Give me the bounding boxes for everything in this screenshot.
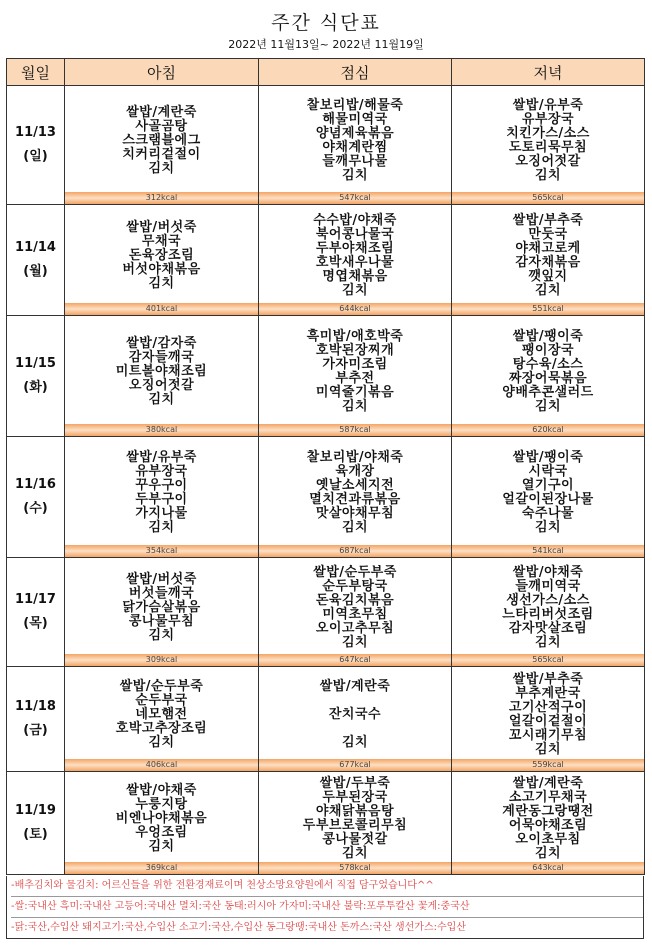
menu-item: 찰보리밥/해물죽 (306, 98, 404, 113)
menu-item: 감자들깨국 (128, 350, 195, 365)
kcal-bar: 406kcal (65, 759, 258, 771)
header-breakfast: 아침 (65, 59, 259, 86)
menu-item: 쌀밥/순두부죽 (119, 679, 204, 694)
menu-item: 치커리겉절이 (122, 147, 201, 162)
kcal-bar: 309kcal (65, 654, 258, 666)
menu-item: 김치 (341, 520, 369, 535)
menu-item: 가자미조림 (322, 357, 388, 372)
menu-item: 만둣국 (528, 227, 568, 242)
menu-item: 어묵야채조림 (508, 818, 588, 833)
kcal-bar: 369kcal (65, 862, 258, 874)
lunch-cell (259, 205, 452, 316)
menu-item: 쌀밥/계란죽 (126, 105, 197, 120)
kcal-bar: 312kcal (65, 192, 258, 204)
menu-item: 명엽채볶음 (322, 269, 388, 284)
day-of-week: (금) (23, 723, 48, 738)
day-row (7, 316, 645, 437)
day-label (7, 437, 65, 558)
menu-item: 오이초무침 (515, 832, 581, 847)
day-date: 11/19 (15, 803, 56, 818)
menu-item: 김치 (148, 735, 175, 750)
menu-item: 김치 (534, 399, 562, 414)
menu-item: 쌀밥/팽이죽 (512, 450, 584, 465)
menu-item: 멸치견과류볶음 (309, 492, 401, 507)
day-of-week: (일) (23, 149, 48, 164)
menu-item: 호박된장찌개 (315, 343, 395, 358)
menu-item: 김치 (341, 283, 369, 298)
breakfast-cell (65, 316, 259, 437)
menu-item: 감자맛살조림 (508, 621, 588, 636)
day-of-week: (목) (23, 616, 48, 631)
menu-item: 치킨가스/소스 (506, 126, 590, 141)
menu-item: 계란동그랑땡전 (502, 804, 594, 819)
page-title: 주간 식단표 (271, 12, 381, 34)
day-of-week: (수) (23, 501, 48, 516)
lunch-cell (259, 772, 452, 875)
menu-item: 김치 (148, 392, 175, 407)
kcal-bar: 559kcal (452, 759, 644, 771)
menu-item: 부추계란국 (515, 686, 581, 701)
kcal-bar: 354kcal (65, 545, 258, 557)
dinner-cell (452, 205, 645, 316)
kcal-bar: 565kcal (452, 654, 644, 666)
menu-item: 쌀밥/유부죽 (512, 98, 584, 113)
menu-item: 소고기무채국 (508, 790, 588, 805)
menu-item: 얼갈이된장나물 (502, 492, 594, 507)
kcal-bar: 647kcal (259, 654, 451, 666)
lunch-cell (259, 558, 452, 667)
menu-item: 김치 (341, 399, 369, 414)
menu-item: 야채계란찜 (322, 140, 388, 155)
menu-item: 오징어젓갈 (128, 378, 195, 393)
menu-item: 느타리버섯조림 (502, 607, 594, 622)
menu-item: 팽이장국 (521, 343, 575, 358)
breakfast-cell (65, 667, 259, 772)
menu-item: 들깨미역국 (515, 579, 581, 594)
menu-item: 사골곰탕 (135, 119, 188, 134)
menu-item: 쌀밥/야채죽 (512, 565, 584, 580)
menu-item: 야채고로케 (515, 241, 581, 256)
kcal-bar: 620kcal (452, 424, 644, 436)
day-of-week: (토) (23, 827, 48, 842)
menu-item: 우엉조림 (135, 825, 188, 840)
note-line: -닭:국산,수입산 돼지고기:국산,수입산 소고기:국산,수입산 동그랑땡:국내산 돈까스:국산 생선가스:수입산 (11, 917, 643, 938)
menu-item: 쌀밥/팽이죽 (512, 329, 584, 344)
menu-item: 누룽지탕 (135, 797, 188, 812)
day-row (7, 86, 645, 205)
kcal-bar: 687kcal (259, 545, 451, 557)
header-row (7, 59, 645, 86)
breakfast-cell (65, 772, 259, 875)
menu-item: 찰보리밥/야채죽 (306, 450, 404, 465)
menu-item: 탕수육/소스 (512, 357, 584, 372)
menu-item: 시락국 (528, 464, 568, 479)
header-lunch: 점심 (259, 59, 452, 86)
menu-item: 두부구이 (135, 492, 188, 507)
menu-item: 김치 (341, 846, 369, 861)
menu-item: 북어콩나물국 (315, 227, 395, 242)
kcal-bar: 551kcal (452, 303, 644, 315)
menu-item: 옛날소세지전 (315, 478, 395, 493)
menu-item: 김치 (148, 161, 175, 176)
menu-item: 얼갈이겉절이 (508, 714, 588, 729)
note-line: -배추김치와 물김치: 어르신들을 위한 전환경재료이며 천상소망요양원에서 직접 담구었습니다^^ (11, 880, 434, 891)
day-date: 11/16 (15, 477, 56, 492)
kcal-bar: 587kcal (259, 424, 451, 436)
day-of-week: (월) (23, 264, 48, 279)
menu-item: 두부된장국 (322, 790, 388, 805)
menu-item: 호박고추장조림 (115, 721, 208, 736)
menu-item: 김치 (341, 168, 369, 183)
menu-item: 쌀밥/두부죽 (319, 776, 391, 791)
kcal-bar: 547kcal (259, 192, 451, 204)
menu-item: 유부장국 (521, 112, 575, 127)
menu-item: 야채닭볶음탕 (315, 804, 395, 819)
menu-item: 꼬시래기무침 (508, 728, 588, 743)
menu-item: 양배추콘샐러드 (502, 385, 594, 400)
menu-item: 비엔나야채볶음 (115, 811, 208, 826)
dinner-cell (452, 667, 645, 772)
kcal-bar: 565kcal (452, 192, 644, 204)
day-date: 11/18 (15, 699, 56, 714)
breakfast-cell (65, 558, 259, 667)
day-date: 11/13 (15, 125, 56, 140)
menu-item: 돈육김치볶음 (315, 593, 395, 608)
day-date: 11/14 (15, 240, 56, 255)
menu-item (352, 722, 357, 736)
day-row (7, 205, 645, 316)
menu-item: 두부야채조림 (315, 241, 395, 256)
menu-item: 쌀밥/버섯죽 (126, 220, 197, 235)
day-row (7, 667, 645, 772)
lunch-cell (259, 86, 452, 205)
menu-item: 미역줄기볶음 (315, 385, 395, 400)
note-line: -쌀:국내산 흑미:국내산 고등어:국내산 멸치:국산 동태:러시아 가자미:국내산 불락:포루투칼산 꽃게:중국산 (11, 896, 643, 917)
menu-item: 두부브로콜리무침 (302, 818, 408, 833)
menu-item: 쌀밥/감자죽 (126, 336, 197, 351)
menu-item: 순두부탕국 (322, 579, 388, 594)
kcal-bar: 677kcal (259, 759, 451, 771)
menu-item: 네모햄전 (135, 707, 188, 722)
dinner-cell (452, 86, 645, 205)
menu-item: 김치 (534, 742, 562, 757)
kcal-bar: 578kcal (259, 862, 451, 874)
day-date: 11/15 (15, 356, 56, 371)
menu-item: 육개장 (335, 464, 375, 479)
menu-item: 김치 (341, 735, 369, 750)
day-label (7, 772, 65, 875)
day-label (7, 558, 65, 667)
menu-item: 부추전 (335, 371, 375, 386)
menu-item: 가지나물 (135, 506, 188, 521)
menu-item: 스크램블에그 (122, 133, 201, 148)
kcal-bar: 644kcal (259, 303, 451, 315)
menu-item: 김치 (148, 520, 175, 535)
menu-item: 닭가슴살볶음 (122, 600, 201, 615)
menu-item: 짜장어묵볶음 (508, 371, 588, 386)
menu-item: 무채국 (141, 234, 182, 249)
notes-box (6, 876, 644, 939)
breakfast-cell (65, 437, 259, 558)
menu-item: 쌀밥/버섯죽 (126, 572, 197, 587)
menu-item: 김치 (534, 283, 562, 298)
menu-item: 유부장국 (135, 464, 188, 479)
day-label (7, 86, 65, 205)
menu-item: 콩나물젓갈 (322, 832, 388, 847)
menu-item: 김치 (534, 168, 562, 183)
menu-item: 흑미밥/애호박죽 (306, 329, 404, 344)
menu-item: 호박새우나물 (315, 255, 395, 270)
menu-item: 김치 (148, 628, 175, 643)
kcal-bar: 643kcal (452, 862, 644, 874)
menu-item: 돈육장조림 (128, 248, 195, 263)
menu-item: 수수밥/야채죽 (313, 213, 397, 228)
weekly-menu-table (6, 58, 645, 875)
kcal-bar: 541kcal (452, 545, 644, 557)
menu-item: 버섯들깨국 (128, 586, 195, 601)
dinner-cell (452, 316, 645, 437)
day-row (7, 437, 645, 558)
menu-item: 쌀밥/계란죽 (319, 679, 391, 694)
day-label (7, 667, 65, 772)
header-date: 월일 (7, 59, 65, 86)
menu-item: 쌀밥/순두부죽 (313, 565, 397, 580)
menu-item: 도토리묵무침 (508, 140, 588, 155)
menu-item: 김치 (341, 635, 369, 650)
menu-period: 2022년 11월13일~ 2022년 11월19일 (228, 38, 424, 51)
menu-item: 해물미역국 (322, 112, 388, 127)
menu-item: 쌀밥/야채죽 (126, 783, 197, 798)
dinner-cell (452, 558, 645, 667)
lunch-cell (259, 437, 452, 558)
day-label (7, 316, 65, 437)
day-of-week: (화) (23, 380, 48, 395)
lunch-cell (259, 667, 452, 772)
menu-item: 김치 (534, 635, 562, 650)
menu-item: 생선가스/소스 (506, 593, 590, 608)
menu-item: 감자채볶음 (515, 255, 581, 270)
menu-item: 버섯야채볶음 (122, 262, 201, 277)
lunch-cell (259, 316, 452, 437)
breakfast-cell (65, 205, 259, 316)
menu-item (352, 694, 357, 708)
kcal-bar: 401kcal (65, 303, 258, 315)
day-row (7, 558, 645, 667)
menu-item: 꾸우구이 (135, 478, 188, 493)
menu-item: 숙주나물 (521, 506, 575, 521)
menu-item: 맛살야채무침 (315, 506, 395, 521)
kcal-bar: 380kcal (65, 424, 258, 436)
menu-item: 김치 (534, 846, 562, 861)
menu-item: 들깨무나물 (322, 154, 388, 169)
menu-item: 쌀밥/부추죽 (512, 213, 584, 228)
dinner-cell (452, 437, 645, 558)
menu-item: 잔치국수 (328, 707, 382, 722)
day-label (7, 205, 65, 316)
menu-item: 쌀밥/유부죽 (126, 450, 197, 465)
menu-item: 김치 (148, 839, 175, 854)
menu-item: 오징어젓갈 (515, 154, 581, 169)
menu-item: 콩나물무침 (128, 614, 195, 629)
menu-item: 쌀밥/부추죽 (512, 672, 584, 687)
menu-item: 양념제육볶음 (315, 126, 395, 141)
menu-item: 미트볼야채조림 (115, 364, 208, 379)
menu-item: 순두부국 (135, 693, 188, 708)
menu-item: 열기구이 (521, 478, 575, 493)
header-dinner: 저녁 (452, 59, 645, 86)
menu-item: 고기산적구이 (508, 700, 588, 715)
menu-item: 쌀밥/계란죽 (512, 776, 584, 791)
menu-item: 깻잎지 (528, 269, 568, 284)
day-row (7, 772, 645, 875)
menu-item: 오이고추무침 (315, 621, 395, 636)
day-date: 11/17 (15, 592, 56, 607)
menu-item: 김치 (534, 520, 562, 535)
breakfast-cell (65, 86, 259, 205)
menu-item: 김치 (148, 276, 175, 291)
dinner-cell (452, 772, 645, 875)
menu-item: 미역초무침 (322, 607, 388, 622)
